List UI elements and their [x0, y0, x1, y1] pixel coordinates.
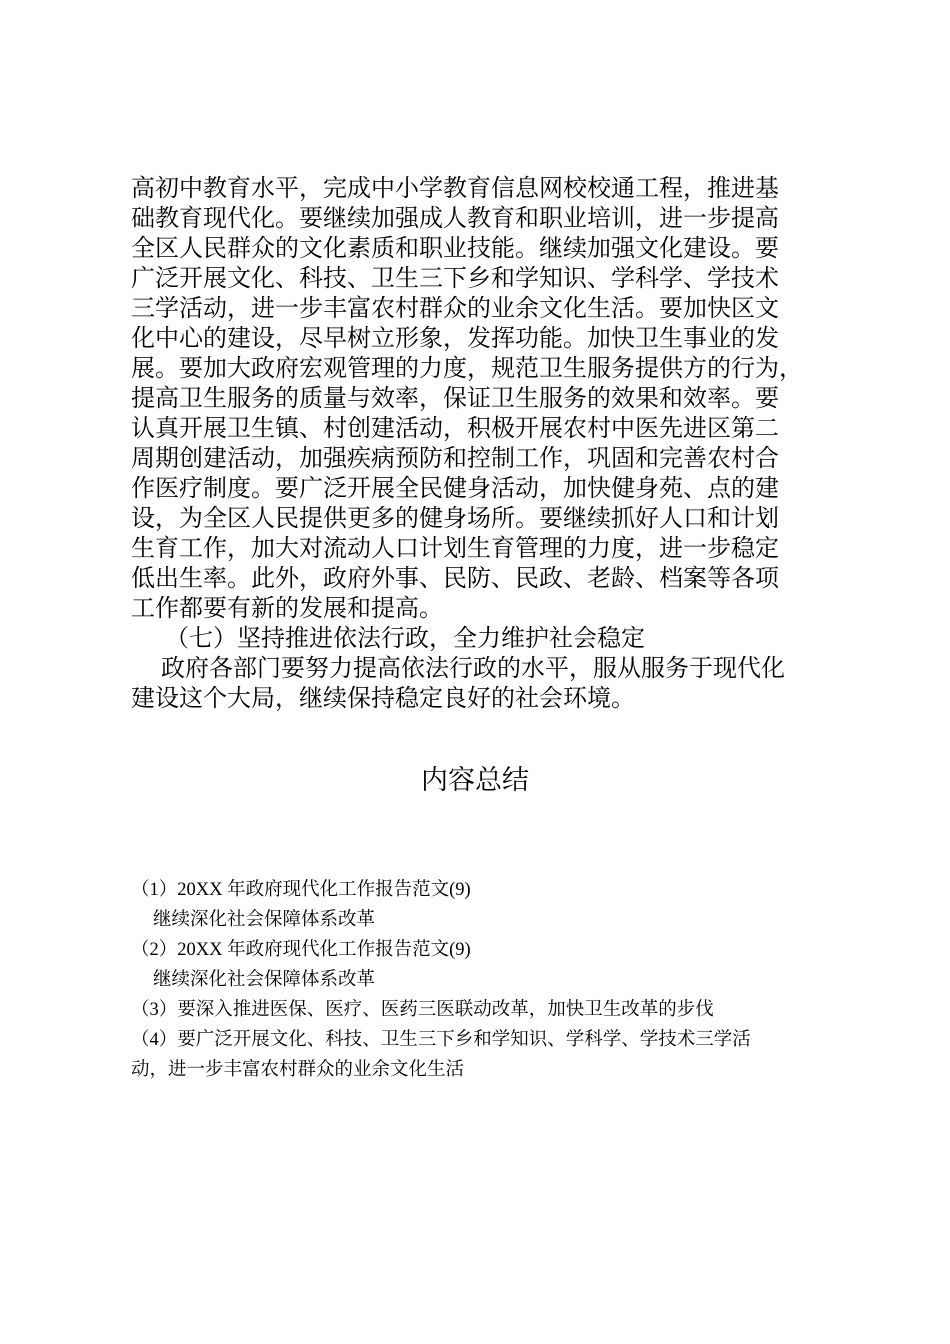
body-line: 提高卫生服务的质量与效率，保证卫生服务的效果和效率。要: [131, 384, 779, 412]
summary-title: 内容总结: [421, 765, 529, 796]
body-line: 生育工作，加大对流动人口计划生育管理的力度，进一步稳定: [131, 534, 779, 562]
body-line: 政府各部门要努力提高依法行政的水平，服从服务于现代化: [161, 654, 785, 682]
body-text: [131, 173, 851, 713]
body-line: 建设这个大局，继续保持稳定良好的社会环境。: [131, 684, 635, 712]
summary-item: 动，进一步丰富农村群众的业余文化生活: [131, 1060, 465, 1080]
summary-subitem: 继续深化社会保障体系改革: [153, 910, 376, 930]
body-line: 广泛开展文化、科技、卫生三下乡和学知识、学科学、学技术: [131, 264, 779, 292]
summary-item: （4）要广泛开展文化、科技、卫生三下乡和学知识、学科学、学技术三学活: [131, 1030, 751, 1050]
summary-list: [131, 875, 851, 1085]
body-line: 周期创建活动，加强疾病预防和控制工作，巩固和完善农村合: [131, 444, 779, 472]
summary-item: （2）20XX 年政府现代化工作报告范文(9): [131, 940, 471, 960]
body-line: 低出生率。此外，政府外事、民防、民政、老龄、档案等各项: [131, 564, 779, 592]
body-line: 认真开展卫生镇、村创建活动，积极开展农村中医先进区第二: [131, 414, 779, 442]
body-line: 础教育现代化。要继续加强成人教育和职业培训，进一步提高: [131, 204, 779, 232]
body-line: 工作都要有新的发展和提高。: [131, 594, 443, 622]
body-line: 化中心的建设，尽早树立形象，发挥功能。加快卫生事业的发: [131, 324, 779, 352]
summary-item: （1）20XX 年政府现代化工作报告范文(9): [131, 880, 471, 900]
summary-item: （3）要深入推进医保、医疗、医药三医联动改革，加快卫生改革的步伐: [131, 1000, 714, 1020]
body-line: 全区人民群众的文化素质和职业技能。继续加强文化建设。要: [131, 234, 779, 262]
body-line: 展。要加大政府宏观管理的力度，规范卫生服务提供方的行为，: [131, 354, 803, 382]
body-line: 设，为全区人民提供更多的健身场所。要继续抓好人口和计划: [131, 504, 779, 532]
body-line: 作医疗制度。要广泛开展全民健身活动，加快健身苑、点的建: [131, 474, 779, 502]
body-line: 三学活动，进一步丰富农村群众的业余文化生活。要加快区文: [131, 294, 779, 322]
summary-subitem: 继续深化社会保障体系改革: [153, 970, 376, 990]
section-heading: （七）坚持推进依法行政，全力维护社会稳定: [165, 624, 645, 652]
body-line: 高初中教育水平，完成中小学教育信息网校校通工程，推进基: [131, 174, 779, 202]
